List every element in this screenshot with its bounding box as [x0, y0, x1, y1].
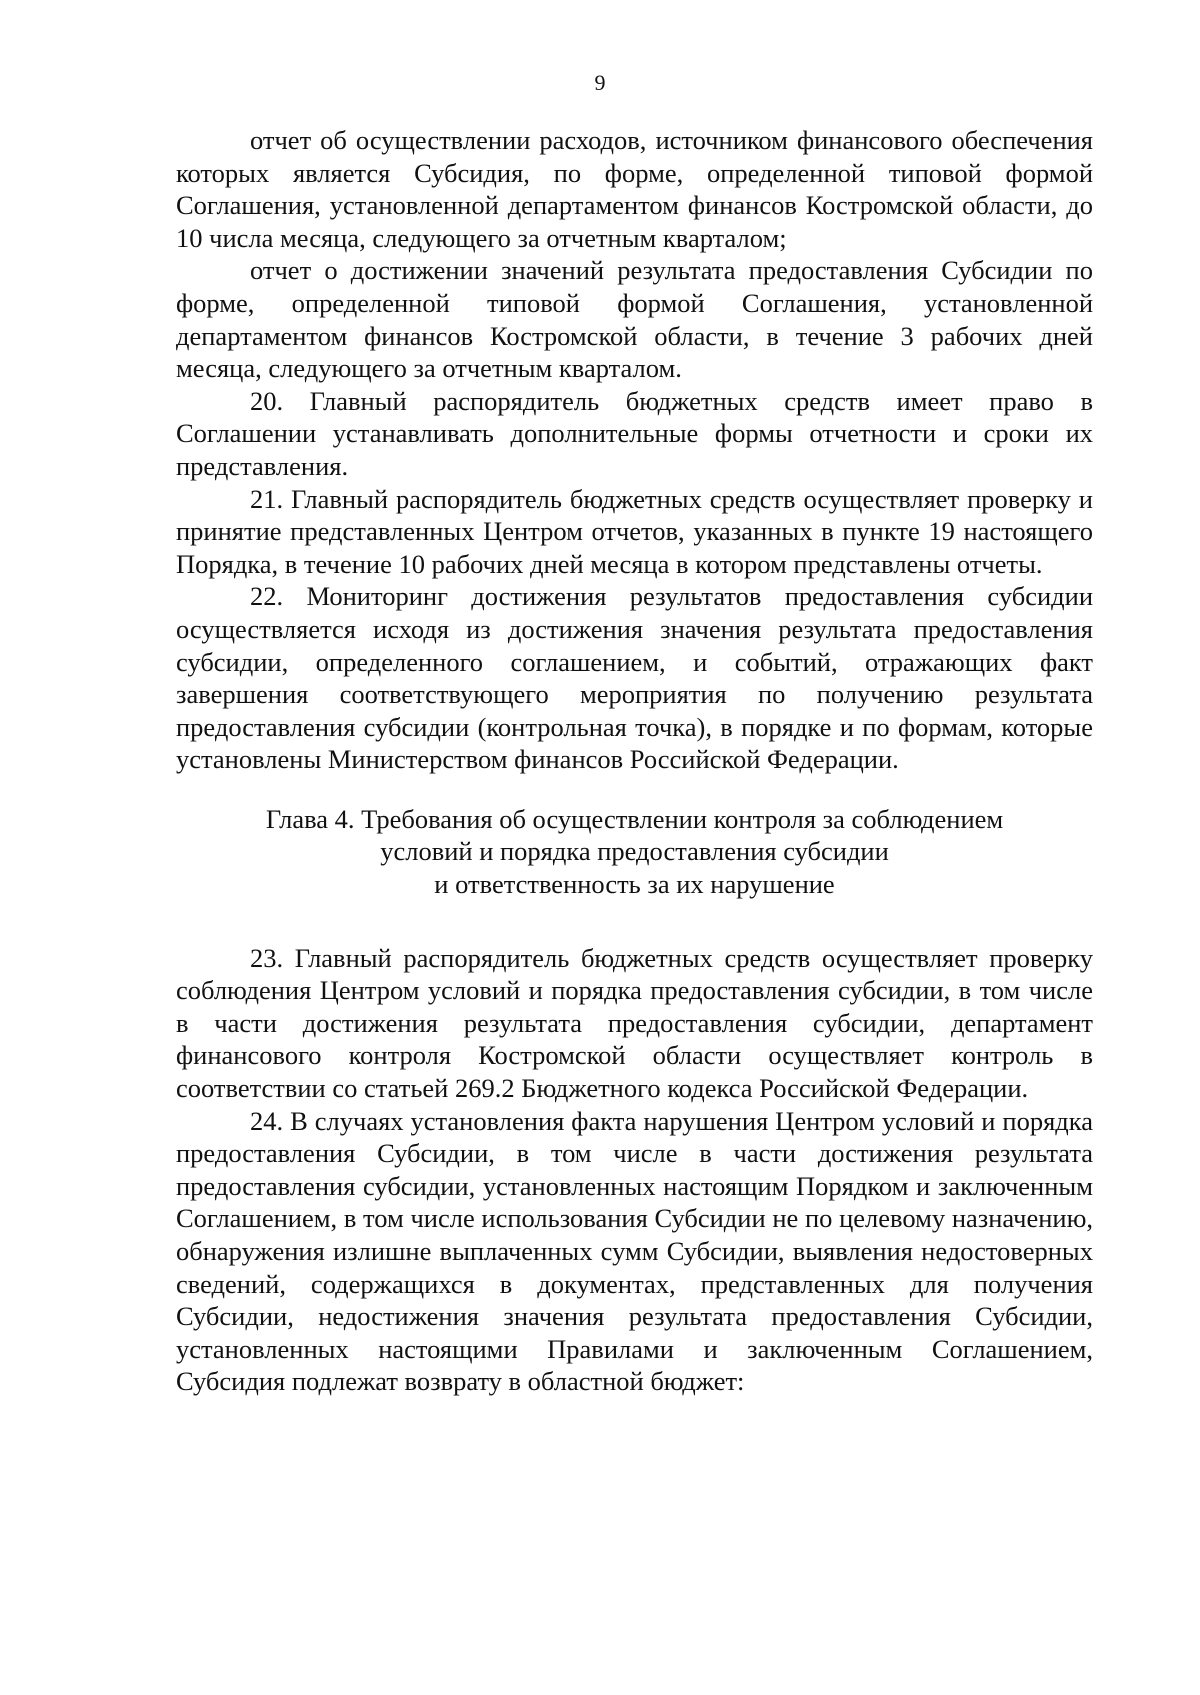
chapter-heading	[176, 803, 1093, 901]
paragraph-item-20: 20. Главный распорядитель бюджетных средств имеет право в Соглашении устанавливать дополнительные формы отчетности и сроки их представления.	[176, 385, 1093, 481]
paragraph-item-24: 24. В случаях установления факта нарушения Центром условий и порядка предоставления Субсидии, в том числе в части достижения результата предоставления субсидии, установленных настоящим Порядком и заключенным Соглашением, в том числе использования Субсидии не по целевому назначению, обнаружения излишне выплаченных сумм Субсидии, выявления недостоверных сведений, содержащихся в документах, представленных для получения Субсидии, недостижения значения результата предоставления Субсидии, установленных настоящими Правилами и заключенным Соглашением, Субсидия подлежат возврату в областной бюджет:	[176, 1105, 1093, 1397]
document-body	[176, 124, 1093, 1398]
paragraph-item-22: 22. Мониторинг достижения результатов предоставления субсидии осуществляется исходя из достижения значения результата предоставления субсидии, определенного соглашением, и событий, отражающих факт завершения соответствующего мероприятия по получению результата предоставления субсидии (контрольная точка), в порядке и по формам, которые установлены Министерством финансов Российской Федерации.	[176, 581, 1093, 775]
chapter-heading-line-2: условий и порядка предоставления субсидии	[380, 836, 889, 867]
page-number: 9	[594, 70, 606, 95]
chapter-heading-line-1: Глава 4. Требования об осуществлении контроля за соблюдением	[265, 803, 1004, 834]
paragraph-item-23: 23. Главный распорядитель бюджетных средств осуществляет проверку соблюдения Центром условий и порядка предоставления субсидии, в том числе в части достижения результата предоставления субсидии, департамент финансового контроля Костромской области осуществляет контроль в соответствии со статьей 269.2 Бюджетного кодекса Российской Федерации.	[176, 942, 1093, 1104]
paragraph-expense-report: отчет об осуществлении расходов, источником финансового обеспечения которых является Субсидия, по форме, определенной типовой формой Соглашения, установленной департаментом финансов Костромской области, до 10 числа месяца, следующего за отчетным кварталом;	[176, 125, 1093, 253]
chapter-heading-line-3: и ответственность за их нарушение	[434, 869, 835, 900]
paragraph-results-report: отчет о достижении значений результата предоставления Субсидии по форме, определенной типовой формой Соглашения, установленной департаментом финансов Костромской области, в течение 3 рабочих дней месяца, следующего за отчетным кварталом.	[176, 255, 1093, 384]
paragraph-item-21: 21. Главный распорядитель бюджетных средств осуществляет проверку и принятие представленных Центром отчетов, указанных в пункте 19 настоящего Порядка, в течение 10 рабочих дней месяца в котором представлены отчеты.	[176, 483, 1093, 579]
